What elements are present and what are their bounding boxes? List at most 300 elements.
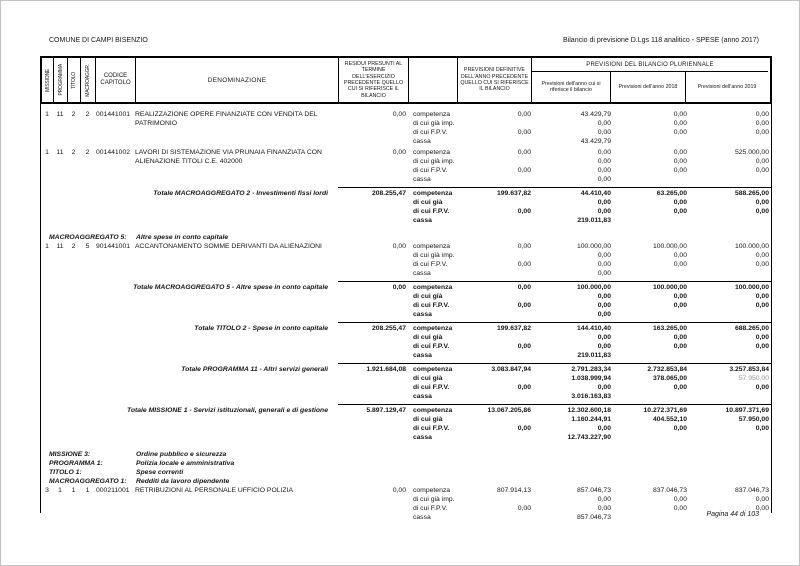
amount-value: 0,00 (755, 293, 769, 300)
amount-value: 0,00 (597, 261, 611, 268)
line-label: di cui già imp. (413, 120, 455, 127)
table-row-total (41, 321, 771, 360)
amount-value (457, 513, 531, 522)
amount-line (408, 157, 771, 166)
row-amounts (338, 110, 771, 146)
amount-value: 0,00 (673, 149, 687, 156)
amount-lines (408, 283, 771, 319)
amount-value: 0,00 (673, 384, 687, 391)
header-residui-presunti: RESIDUI PRESUNTI AL TERMINE DELL'ESERCIZIO PRECEDENTE QUELLO CUI SI RIFERISCE IL BILANCIO (339, 58, 409, 102)
line-label: di cui F.P.V. (413, 167, 448, 174)
header-macroaggr-label: MACROAGGR. (85, 63, 91, 97)
total-label: Totale TITOLO 2 - Spese in conto capitale (194, 325, 328, 332)
line-label: competenza (413, 325, 453, 332)
amount-value: 12.743.227,90 (567, 434, 611, 441)
header-denominazione: DENOMINAZIONE (136, 58, 339, 102)
col-denominazione: LAVORI DI SISTEMAZIONE VIA PRUNAIA FINANZIATA CON ALIENAZIONE TITOLI C.E. 402000 (135, 149, 322, 165)
amount-value (457, 269, 531, 278)
amount-value: 0,00 (597, 158, 611, 165)
amount-value: 0,00 (597, 176, 611, 183)
amount-value: 3.083.847,94 (491, 366, 531, 373)
amount-value: 0,00 (597, 270, 611, 277)
col-programma: 11 (56, 111, 64, 118)
line-label: di cui già imp. (413, 158, 455, 165)
header-missione (42, 58, 54, 102)
line-label: di cui già (413, 199, 443, 206)
amount-value: 0,00 (755, 343, 769, 350)
line-label: di cui F.P.V. (413, 343, 450, 350)
amount-value: 100.000,00 (576, 243, 611, 250)
col-residui: 0,00 (392, 487, 406, 494)
amount-value: 100.000,00 (652, 284, 687, 291)
row-amounts (338, 404, 771, 442)
col-residui: 0,00 (392, 149, 406, 156)
col-codice-capitolo: 901441001 (96, 243, 131, 250)
col-residui: 0,00 (392, 284, 406, 291)
amount-value: 0,00 (755, 334, 769, 341)
section-row (41, 459, 771, 468)
amount-line (408, 119, 771, 128)
header-pluriennale-title: PREVISIONI DEL BILANCIO PLURIENNALE (532, 58, 768, 72)
line-label: competenza (413, 111, 451, 118)
amount-value: 0,00 (597, 505, 611, 512)
amount-value: 0,00 (517, 425, 531, 432)
amount-value: 0,00 (755, 252, 769, 259)
amount-value (457, 251, 531, 260)
amount-value: 0,00 (597, 208, 611, 215)
line-label: cassa (413, 176, 431, 183)
amount-lines (408, 148, 771, 184)
amount-value (611, 269, 687, 278)
amount-value: 0,00 (597, 129, 611, 136)
amount-lines (408, 242, 771, 278)
line-label: cassa (413, 514, 431, 521)
amount-value: 0,00 (597, 425, 611, 432)
amount-value: 0,00 (673, 261, 687, 268)
amount-value: 2.791.283,34 (571, 366, 611, 373)
amount-value: 0,00 (755, 158, 769, 165)
col-missione: 3 (45, 487, 49, 494)
amount-value: 0,00 (673, 111, 687, 118)
amount-value: 0,00 (673, 129, 687, 136)
amount-value (611, 433, 687, 442)
header-macroaggr (81, 58, 96, 102)
row-amounts (338, 187, 771, 225)
amount-value: 0,00 (597, 120, 611, 127)
amount-line (408, 110, 771, 119)
amount-value (457, 119, 531, 128)
section-key: TITOLO 1: (49, 469, 82, 476)
amount-value (457, 175, 531, 184)
amount-value: 0,00 (755, 302, 769, 309)
total-label: Totale PROGRAMMA 11 - Altri servizi generali (181, 366, 328, 373)
col-denominazione: RETRIBUZIONI AL PERSONALE UFFICIO POLIZIA (135, 487, 293, 494)
amount-line (408, 374, 771, 383)
line-label: di cui F.P.V. (413, 261, 448, 268)
amount-value (457, 495, 531, 504)
amount-value: 0,00 (755, 261, 769, 268)
amount-value (687, 392, 771, 401)
amount-value: 0,00 (517, 505, 531, 512)
amount-value (611, 137, 687, 146)
header-pluriennale-years (532, 72, 768, 102)
table-row-total (41, 403, 771, 442)
amount-value: 10.897.371,69 (725, 407, 769, 414)
table-row-total (41, 186, 771, 225)
amount-value: 0,00 (597, 384, 611, 391)
col-missione: 1 (45, 243, 49, 250)
amount-value: 525.000,00 (734, 149, 769, 156)
amount-value (687, 137, 771, 146)
amount-value: 12.302.600,18 (567, 407, 611, 414)
header-titolo-label: TITOLO (71, 71, 77, 89)
amount-value (611, 175, 687, 184)
amount-value: 0,00 (673, 425, 687, 432)
amount-value: 0,00 (673, 302, 687, 309)
amount-value: 0,00 (517, 384, 531, 391)
amount-value: 0,00 (517, 129, 531, 136)
amount-line (408, 365, 771, 374)
amount-lines (408, 110, 771, 146)
line-label: di cui F.P.V. (413, 129, 448, 136)
amount-value (687, 351, 771, 360)
amount-line (408, 207, 771, 216)
amount-value: 163.265,00 (652, 325, 687, 332)
section-row (41, 233, 771, 242)
section-label: Polizia locale e amministrativa (136, 460, 235, 467)
line-label: cassa (413, 138, 431, 145)
amount-value: 0,00 (517, 284, 531, 291)
amount-value (611, 310, 687, 319)
row-amounts (338, 281, 771, 319)
amount-value: 0,00 (597, 343, 611, 350)
header-pluriennale-group (532, 58, 768, 102)
amount-value: 857.046,73 (576, 487, 611, 494)
section-key: MACROAGGREGATO 1: (49, 478, 127, 485)
row-amounts (338, 148, 771, 184)
amount-value: 100.000,00 (576, 284, 611, 291)
amount-line (408, 283, 771, 292)
col-codice-capitolo: 001441001 (96, 111, 131, 118)
amount-value: 100.000,00 (734, 243, 769, 250)
line-label: competenza (413, 407, 453, 414)
amount-lines (408, 406, 771, 442)
amount-value: 0,00 (673, 167, 687, 174)
section-row (41, 450, 771, 459)
amount-value: 0,00 (597, 252, 611, 259)
col-residui: 208.255,47 (371, 190, 406, 197)
amount-value (687, 269, 771, 278)
col-titolo: 2 (71, 149, 76, 156)
amount-value (611, 216, 687, 225)
line-label: di cui già (413, 334, 443, 341)
amount-value (457, 374, 531, 383)
amount-value (611, 392, 687, 401)
amount-value: 0,00 (597, 199, 611, 206)
amount-value: 0,00 (673, 505, 687, 512)
amount-value: 199.637,82 (496, 190, 531, 197)
amount-value: 0,00 (597, 311, 611, 318)
line-label: cassa (413, 217, 432, 224)
col-denominazione: REALIZZAZIONE OPERE FINANZIATE CON VENDITA DEL PATRIMONIO (135, 111, 318, 127)
line-label: competenza (413, 284, 453, 291)
amount-line (408, 251, 771, 260)
amount-line (408, 415, 771, 424)
amount-line (408, 189, 771, 198)
row-amounts (338, 322, 771, 360)
col-codice-capitolo: 001441002 (96, 149, 131, 156)
amount-line (408, 342, 771, 351)
col-macroaggr: 5 (85, 243, 90, 250)
amount-value: 0,00 (755, 199, 769, 206)
amount-value: 0,00 (597, 167, 611, 174)
table-row-entry (41, 486, 771, 522)
col-residui: 208.255,47 (371, 325, 406, 332)
amount-value (457, 157, 531, 166)
amount-value: 0,00 (673, 343, 687, 350)
amount-value: 0,00 (755, 425, 769, 432)
header-previsioni-definitive: PREVISIONI DEFINITIVE DELL'ANNO PRECEDENTE QUELLO CUI SI RIFERISCE IL BILANCIO (458, 58, 532, 102)
amount-value (687, 433, 771, 442)
amount-value: 10.272.371,69 (643, 407, 687, 414)
amount-value (611, 351, 687, 360)
amount-line (408, 260, 771, 269)
amount-value: 219.011,83 (577, 352, 611, 359)
amount-value: 0,00 (597, 293, 611, 300)
line-label: competenza (413, 243, 451, 250)
amount-value: 0,00 (755, 129, 769, 136)
amount-line (408, 301, 771, 310)
header-missione-label: MISSIONE (44, 68, 51, 92)
table-row-total (41, 362, 771, 401)
amount-value: 0,00 (517, 302, 531, 309)
amount-value: 2.732.853,84 (647, 366, 687, 373)
amount-value: 0,00 (755, 208, 769, 215)
col-residui: 5.897.129,47 (366, 407, 406, 414)
col-denominazione: ACCANTONAMENTO SOMME DERIVANTI DA ALIENAZIONI (135, 243, 322, 250)
col-residui: 0,00 (392, 243, 406, 250)
amount-line (408, 166, 771, 175)
amount-value (687, 175, 771, 184)
line-label: di cui F.P.V. (413, 384, 450, 391)
line-label: di cui F.P.V. (413, 302, 450, 309)
amount-value: 0,00 (673, 120, 687, 127)
amount-value: 0,00 (673, 293, 687, 300)
line-label: competenza (413, 487, 451, 494)
amount-value: 0,00 (517, 208, 531, 215)
section-label: Spese correnti (136, 469, 184, 476)
amount-line (408, 424, 771, 433)
header-titolo (68, 58, 81, 102)
amount-line (408, 198, 771, 207)
amount-value: 404.552,10 (652, 416, 687, 423)
amount-value (457, 292, 531, 301)
amount-line (408, 406, 771, 415)
col-macroaggr: 2 (85, 111, 90, 118)
amount-value: 13.067.205,86 (487, 407, 531, 414)
col-programma: 11 (56, 149, 64, 156)
amount-line (408, 242, 771, 251)
amount-value (457, 310, 531, 319)
amount-value: 0,00 (755, 167, 769, 174)
amount-value: 43.429,79 (580, 111, 611, 118)
header-programma-label: PROGRAMMA (57, 64, 64, 96)
col-residui: 1.921.684,08 (366, 366, 406, 373)
amount-value: 57.950,00 (738, 416, 769, 423)
total-label: Totale MACROAGGREGATO 2 - Investimenti fissi lordi (153, 190, 328, 197)
amount-value (457, 198, 531, 207)
amount-value: 0,00 (673, 208, 687, 215)
amount-line (408, 310, 771, 319)
col-programma: 1 (58, 487, 62, 494)
header-programma (54, 58, 68, 102)
section-key: PROGRAMMA 1: (49, 460, 103, 467)
line-label: competenza (413, 190, 453, 197)
amount-value: 0,00 (597, 302, 611, 309)
amount-value: 0,00 (673, 199, 687, 206)
amount-value: 57.950,00 (738, 375, 769, 382)
line-label: di cui già (413, 293, 443, 300)
line-label: di cui già (413, 375, 443, 382)
amount-value (457, 351, 531, 360)
amount-value: 0,00 (755, 496, 769, 503)
amount-line (408, 351, 771, 360)
amount-value: 219.011,83 (577, 217, 611, 224)
doc-title: Bilancio di previsione D.Lgs 118 analitico - SPESE (anno 2017) (563, 37, 759, 44)
line-label: competenza (413, 149, 451, 156)
line-label: cassa (413, 393, 432, 400)
line-label: cassa (413, 352, 432, 359)
amount-value (687, 216, 771, 225)
amount-value (457, 216, 531, 225)
total-label: Totale MISSIONE 1 - Servizi istituzionali, generali e di gestione (126, 407, 328, 414)
amount-line (408, 175, 771, 184)
amount-value (611, 513, 687, 522)
amount-value: 100.000,00 (734, 284, 769, 291)
amount-line (408, 137, 771, 146)
amount-lines (408, 365, 771, 401)
header-previsioni-anno: Previsioni dell'anno cui si riferisce il bilancio (532, 72, 611, 102)
line-label: competenza (413, 366, 453, 373)
section-label: Redditi da lavoro dipendente (136, 478, 230, 485)
amount-line (408, 433, 771, 442)
section-label: Altre spese in conto capitale (136, 234, 229, 241)
amount-value: 588.265,00 (734, 190, 769, 197)
section-key: MACROAGGREGATO 5: (49, 234, 127, 241)
line-label: cassa (413, 311, 432, 318)
amount-value (457, 433, 531, 442)
table-row-entry (41, 148, 771, 184)
amount-value: 0,00 (517, 343, 531, 350)
line-label: cassa (413, 434, 432, 441)
amount-lines (408, 189, 771, 225)
amount-line (408, 269, 771, 278)
col-titolo: 2 (71, 111, 76, 118)
amount-value: 0,00 (517, 261, 531, 268)
col-codice-capitolo: 000211001 (96, 487, 130, 494)
header-previsioni-2018: Previsioni dell'anno 2018 (611, 72, 686, 102)
amount-value: 63.265,00 (656, 190, 687, 197)
amount-value: 378.065,00 (652, 375, 687, 382)
col-titolo: 2 (71, 243, 76, 250)
amount-value: 0,00 (517, 111, 531, 118)
amount-line (408, 324, 771, 333)
amount-value (687, 310, 771, 319)
amount-value: 0,00 (517, 243, 531, 250)
amount-value: 0,00 (517, 167, 531, 174)
amount-value: 100.000,00 (652, 243, 687, 250)
amount-value: 857.046,73 (576, 514, 611, 521)
amount-value: 1.160.244,91 (571, 416, 611, 423)
section-row (41, 477, 771, 486)
org-name: COMUNE DI CAMPI BISENZIO (49, 37, 148, 44)
row-amounts (338, 363, 771, 401)
table-row-total (41, 280, 771, 319)
amount-value: 144.410,40 (576, 325, 611, 332)
amount-value: 0,00 (597, 149, 611, 156)
amount-value: 0,00 (673, 496, 687, 503)
amount-line (408, 148, 771, 157)
col-residui: 0,00 (392, 111, 406, 118)
line-label: di cui F.P.V. (413, 208, 450, 215)
amount-lines (408, 324, 771, 360)
section-key: MISSIONE 3: (49, 451, 91, 458)
amount-value (457, 137, 531, 146)
amount-value: 3.016.163,83 (571, 393, 611, 400)
amount-value: 44.410,40 (580, 190, 611, 197)
amount-value: 0,00 (755, 384, 769, 391)
amount-value: 0,00 (517, 149, 531, 156)
table-row-entry (41, 110, 771, 146)
amount-value: 0,00 (597, 496, 611, 503)
line-label: di cui F.P.V. (413, 425, 450, 432)
amount-line (408, 292, 771, 301)
amount-line (408, 486, 771, 495)
amount-value (457, 392, 531, 401)
amount-value: 837.046,73 (734, 487, 769, 494)
amount-value: 807.914,13 (496, 487, 531, 494)
amount-value: 0,00 (673, 252, 687, 259)
col-missione: 1 (45, 149, 49, 156)
line-label: di cui F.P.V. (413, 505, 448, 512)
row-amounts (338, 242, 771, 278)
amount-line (408, 383, 771, 392)
page-number: Pagina 44 di 103 (706, 511, 759, 518)
amount-line (408, 128, 771, 137)
amount-value: 43.429,79 (580, 138, 611, 145)
col-titolo: 1 (71, 487, 76, 494)
amount-value: 0,00 (673, 158, 687, 165)
header-previsioni-2019: Previsioni dell'anno 2019 (697, 83, 757, 90)
amount-value: 3.257.853,84 (729, 366, 769, 373)
col-programma: 11 (56, 243, 64, 250)
line-label: di cui già imp. (413, 252, 455, 259)
col-macroaggr: 1 (85, 487, 90, 494)
col-missione: 1 (45, 111, 49, 118)
amount-value: 0,00 (673, 334, 687, 341)
amount-value: 688.265,00 (734, 325, 769, 332)
amount-value: 0,00 (755, 505, 769, 512)
amount-value: 1.038.999,94 (571, 375, 611, 382)
header-codice-capitolo: CODICE CAPITOLO (96, 58, 136, 102)
line-label: di cui già imp. (413, 496, 455, 503)
table-row-entry (41, 242, 771, 278)
amount-value: 0,00 (597, 334, 611, 341)
amount-value: 0,00 (755, 120, 769, 127)
amount-value (457, 415, 531, 424)
amount-value: 0,00 (755, 111, 769, 118)
amount-line (408, 495, 771, 504)
